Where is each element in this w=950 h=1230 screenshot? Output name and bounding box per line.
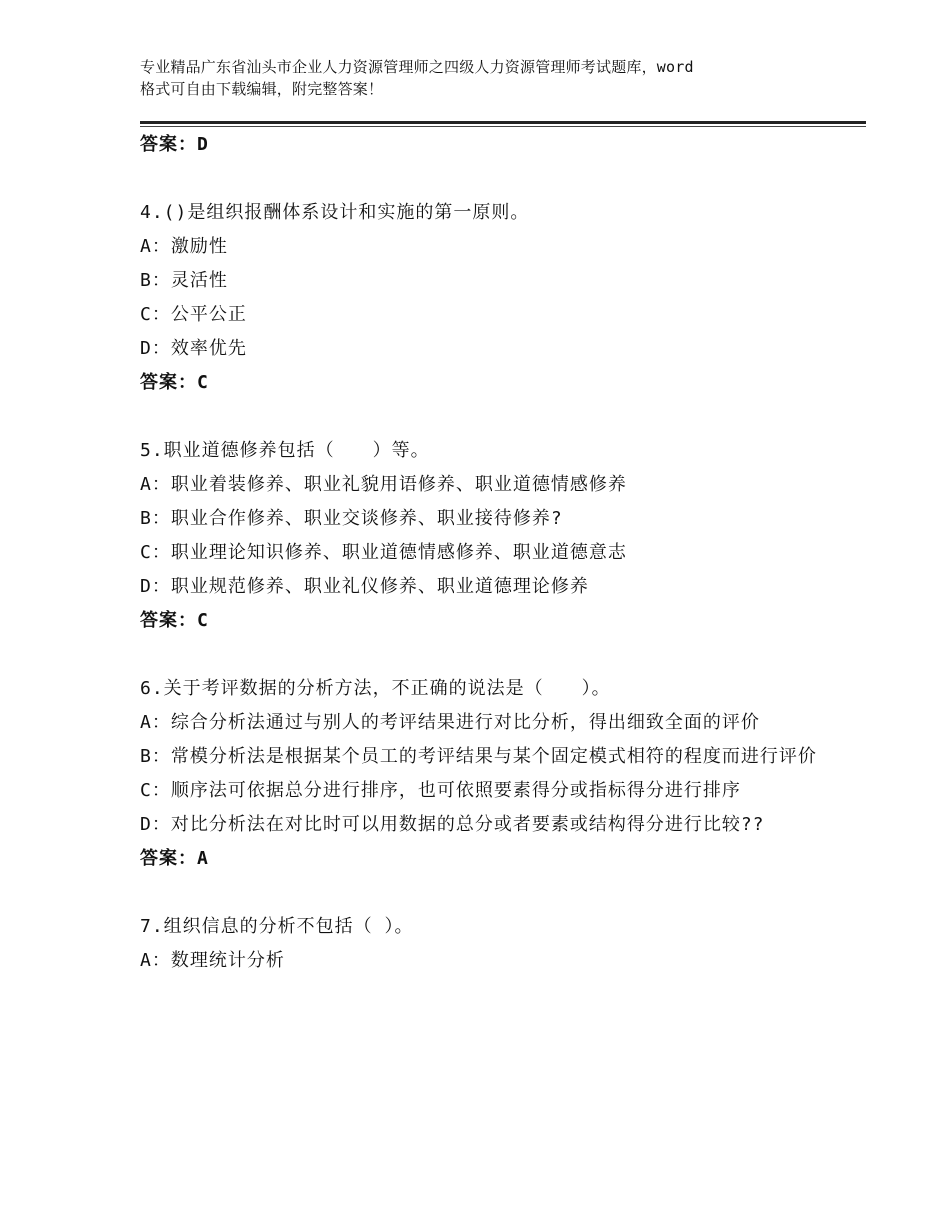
header-title-line-2: 格式可自由下载编辑，附完整答案！ [140,80,384,98]
option-b: B：职业合作修养、职业交谈修养、职业接待修养? [140,508,563,529]
option-d: D：效率优先 [140,338,247,359]
answer-text: 答案：C [140,610,209,631]
option-c: C：公平公正 [140,304,247,325]
option-b: B：灵活性 [140,270,228,291]
option-a: A：激励性 [140,236,228,257]
header-divider-thick [140,121,866,124]
option-a: A：数理统计分析 [140,950,285,971]
option-a: A：职业着装修养、职业礼貌用语修养、职业道德情感修养 [140,474,627,495]
question-block [140,910,820,978]
question-title: 7.组织信息的分析不包括（ ）。 [140,916,414,937]
question-block [140,434,820,638]
question-block [140,196,820,400]
option-b: B：常模分析法是根据某个员工的考评结果与某个固定模式相符的程度而进行评价 [140,746,817,767]
option-a: A：综合分析法通过与别人的考评结果进行对比分析，得出细致全面的评价 [140,712,760,733]
header-title-line-1: 专业精品广东省汕头市企业人力资源管理师之四级人力资源管理师考试题库，word [140,58,694,76]
document-header [140,56,830,100]
answer-text: 答案：C [140,372,209,393]
question-block [140,672,820,876]
option-d: D：对比分析法在对比时可以用数据的总分或者要素或结构得分进行比较?? [140,814,765,835]
question-title: 5.职业道德修养包括（ ）等。 [140,440,430,461]
option-d: D：职业规范修养、职业礼仪修养、职业道德理论修养 [140,576,589,597]
answer-text: 答案：D [140,134,209,155]
question-content [140,128,820,978]
question-title: 6.关于考评数据的分析方法，不正确的说法是（ ）。 [140,678,611,699]
header-divider-thin [140,126,866,127]
question-title: 4.()是组织报酬体系设计和实施的第一原则。 [140,202,530,223]
option-c: C：顺序法可依据总分进行排序，也可依照要素得分或指标得分进行排序 [140,780,741,801]
option-c: C：职业理论知识修养、职业道德情感修养、职业道德意志 [140,542,627,563]
answer-text: 答案：A [140,848,209,869]
